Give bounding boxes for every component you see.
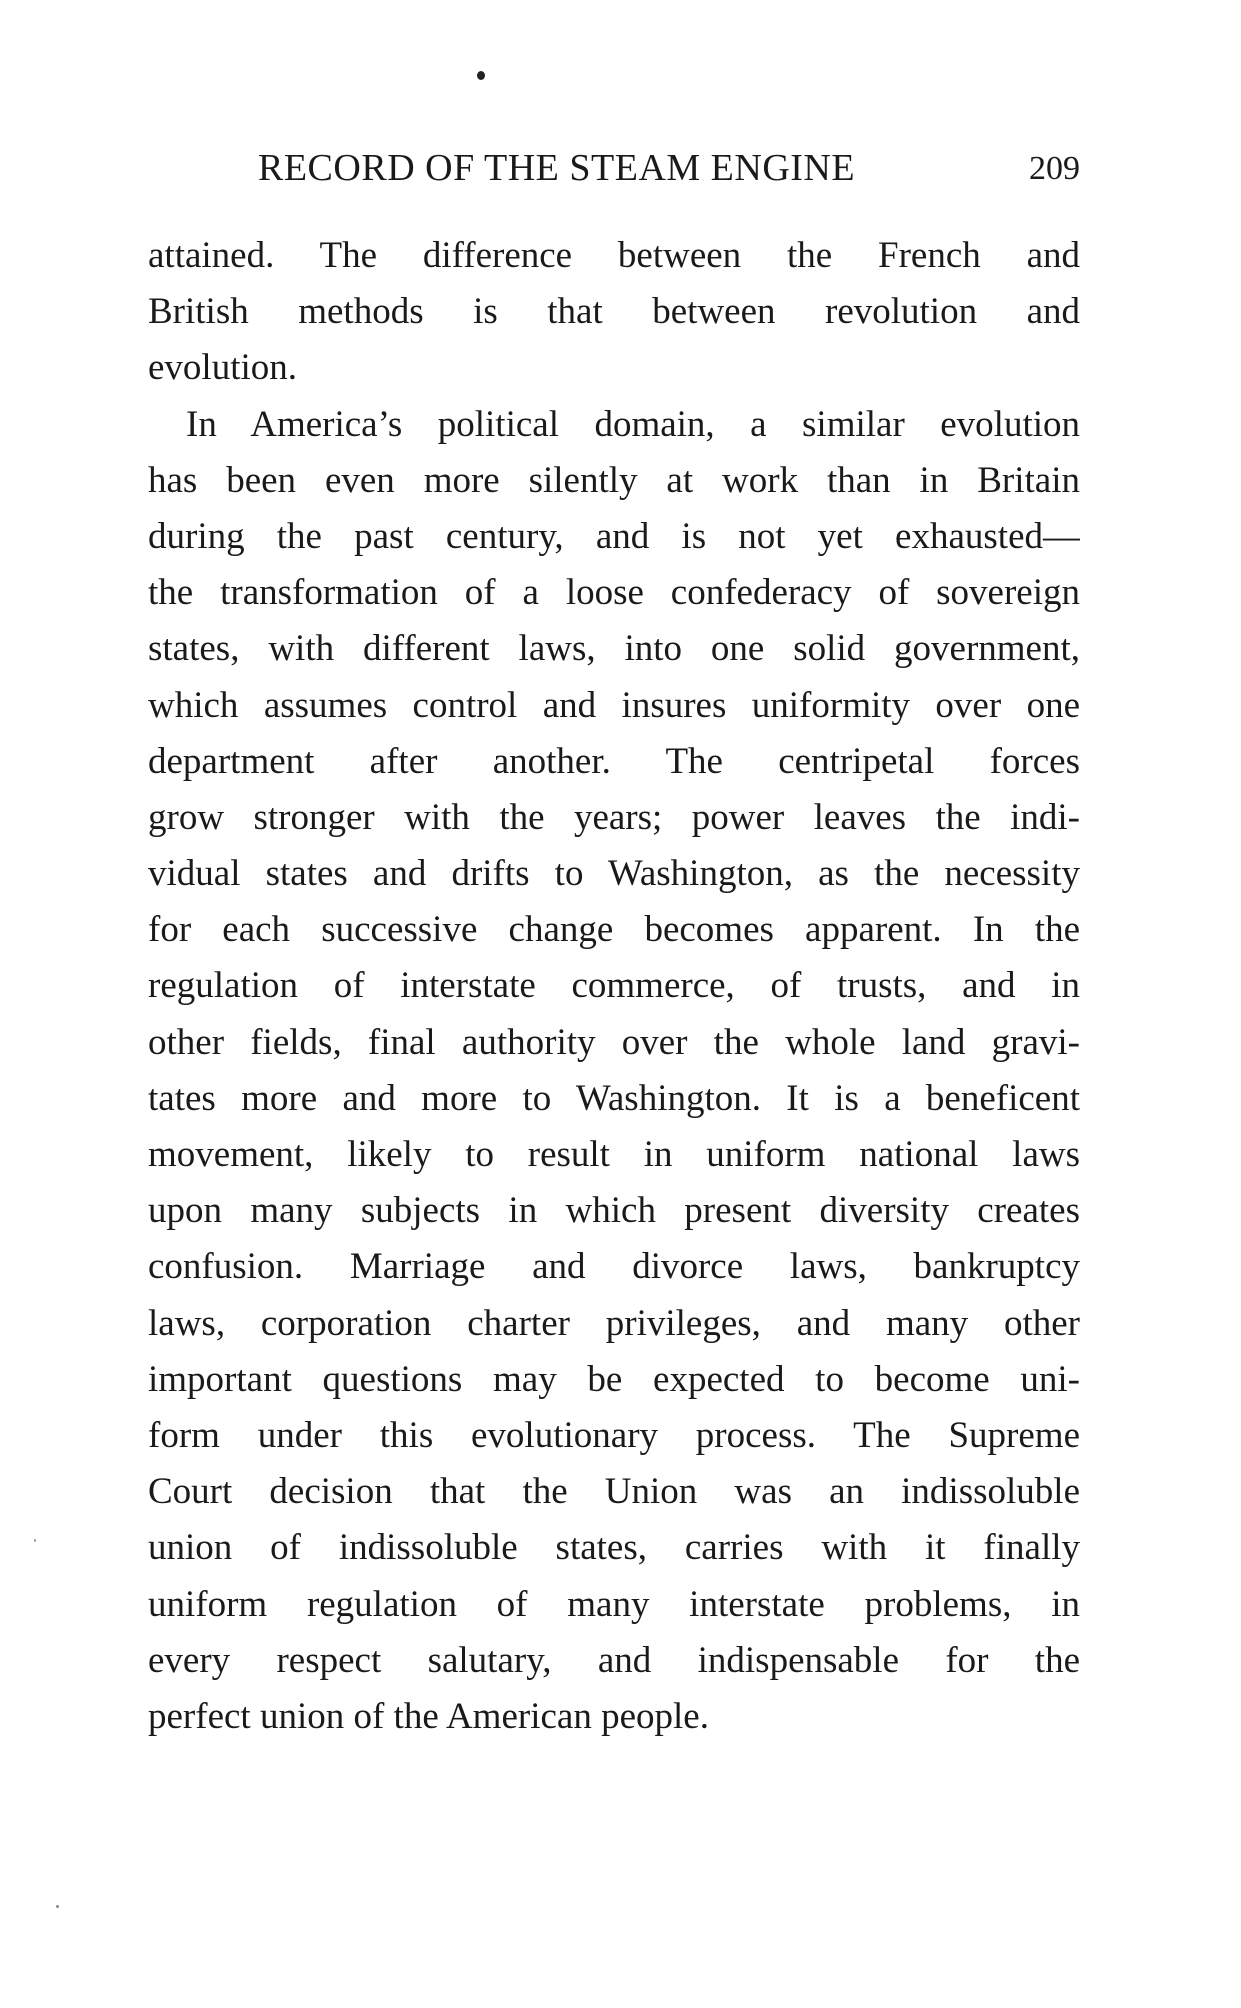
- text-line: grow stronger with the years; power leaves the indi-: [148, 796, 1080, 838]
- ink-speck: [34, 1539, 36, 1542]
- paragraph-2: [148, 397, 1080, 1746]
- ink-speck: [477, 71, 485, 80]
- text-line: regulation of interstate commerce, of trusts, and in: [148, 965, 1080, 1007]
- text-line: states, with different laws, into one solid government,: [148, 628, 1080, 670]
- text-line: the transformation of a loose confederacy of sovereign: [148, 572, 1080, 614]
- page-number: 209: [1029, 150, 1080, 187]
- text-line: attained. The difference between the French and: [148, 235, 1080, 276]
- text-line: department after another. The centripetal forces: [148, 740, 1080, 782]
- text-line: other fields, final authority over the whole land gravi-: [148, 1021, 1080, 1063]
- text-line: Court decision that the Union was an indissoluble: [148, 1471, 1080, 1513]
- text-line: confusion. Marriage and divorce laws, bankruptcy: [148, 1246, 1080, 1288]
- body-text: [148, 228, 1080, 1745]
- text-line: perfect union of the American people.: [148, 1695, 709, 1737]
- ink-speck: [56, 1905, 59, 1908]
- text-line: for each successive change becomes apparent. In the: [148, 909, 1080, 951]
- paragraph-1: [148, 228, 1080, 397]
- text-line: form under this evolutionary process. The Supreme: [148, 1414, 1080, 1456]
- running-head: RECORD OF THE STEAM ENGINE: [258, 147, 856, 189]
- text-line: important questions may be expected to become uni-: [148, 1358, 1080, 1400]
- text-line: uniform regulation of many interstate problems, in: [148, 1583, 1080, 1625]
- text-line: evolution.: [148, 347, 298, 389]
- text-line: every respect salutary, and indispensable for the: [148, 1639, 1080, 1681]
- text-line: during the past century, and is not yet exhausted—: [148, 515, 1080, 557]
- page-header: [258, 146, 1080, 194]
- text-line: In America’s political domain, a similar evolution: [186, 403, 1080, 445]
- text-line: union of indissoluble states, carries with it finally: [148, 1527, 1080, 1569]
- text-line: British methods is that between revolution and: [148, 291, 1080, 333]
- text-line: laws, corporation charter privileges, and many other: [148, 1302, 1080, 1344]
- text-line: movement, likely to result in uniform national laws: [148, 1134, 1080, 1175]
- text-line: upon many subjects in which present diversity creates: [148, 1190, 1080, 1232]
- text-line: which assumes control and insures uniformity over one: [148, 684, 1080, 726]
- text-line: tates more and more to Washington. It is a beneficent: [148, 1077, 1080, 1119]
- text-line: vidual states and drifts to Washington, as the necessity: [148, 853, 1080, 895]
- text-line: has been even more silently at work than in Britain: [148, 459, 1080, 501]
